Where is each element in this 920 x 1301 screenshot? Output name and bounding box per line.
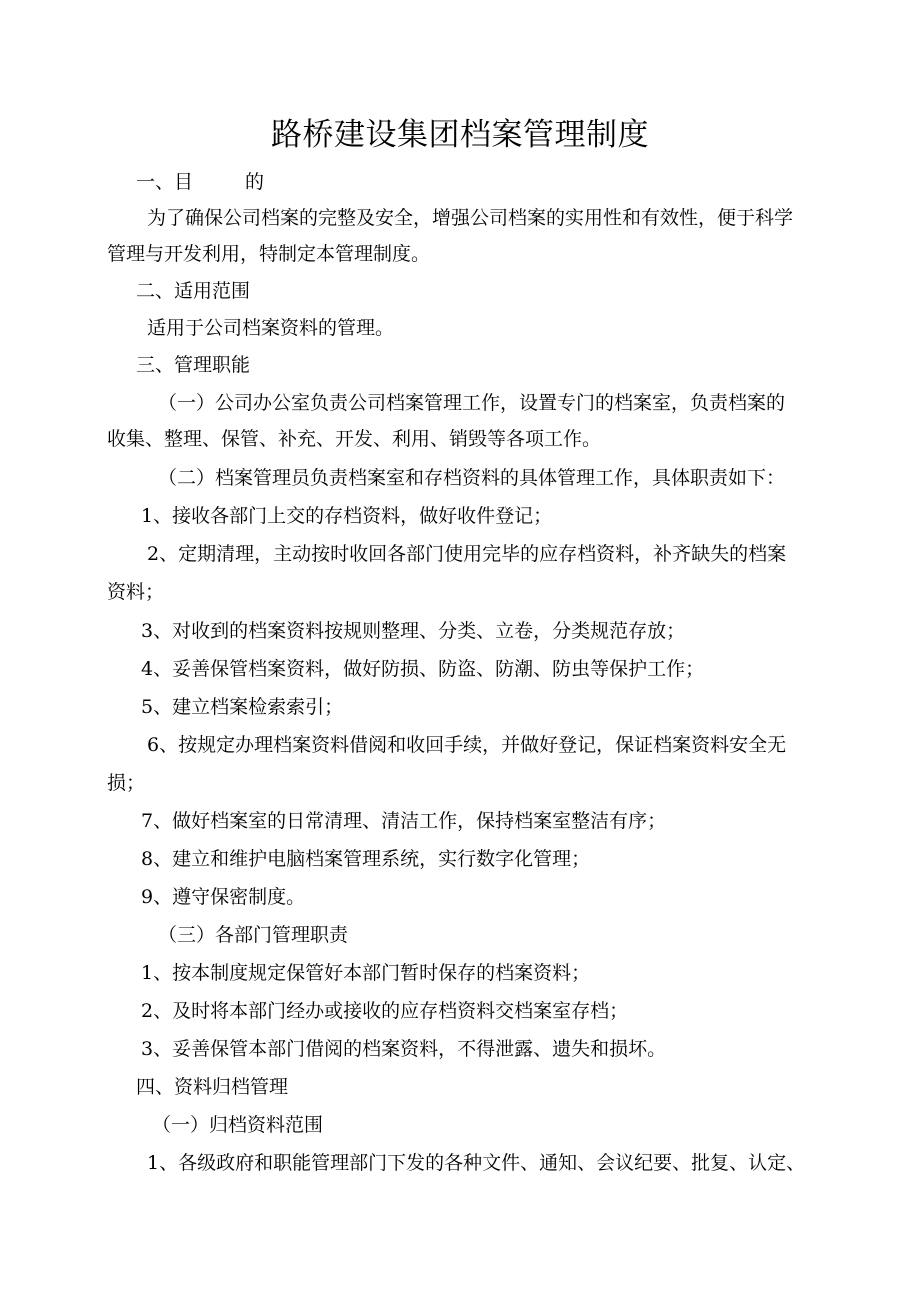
list-item: 3、妥善保管本部门借阅的档案资料，不得泄露、遗失和损坏。 xyxy=(141,1038,667,1060)
duties-sub1-line-2: 收集、整理、保管、补充、开发、利用、销毁等各项工作。 xyxy=(107,428,602,450)
section-heading-purpose xyxy=(136,168,264,196)
list-item: 2、及时将本部门经办或接收的应存档资料交档案室存档； xyxy=(141,1000,629,1022)
document-title: 路桥建设集团档案管理制度 xyxy=(271,117,649,153)
duties-sub1-line-1: （一）公司办公室负责公司档案管理工作，设置专门的档案室，负责档案的 xyxy=(158,392,786,414)
section-heading-duties: 三、管理职能 xyxy=(136,354,251,376)
list-item: 1、接收各部门上交的存档资料，做好收件登记； xyxy=(141,505,553,527)
list-item: 2、定期清理，主动按时收回各部门使用完毕的应存档资料，补齐缺失的档案 xyxy=(147,543,787,565)
duties-sub2: （二）档案管理员负责档案室和存档资料的具体管理工作，具体职责如下： xyxy=(158,467,786,489)
list-item: 1、按本制度规定保管好本部门暂时保存的档案资料； xyxy=(141,962,591,984)
list-item: 4、妥善保管档案资料，做好防损、防盗、防潮、防虫等保护工作； xyxy=(141,658,705,680)
list-item: 9、遵守保密制度。 xyxy=(141,886,306,908)
list-item-continuation: 资料； xyxy=(107,581,165,603)
list-item: 8、建立和维护电脑档案管理系统，实行数字化管理； xyxy=(141,848,591,870)
list-item-continuation: 损； xyxy=(107,772,146,794)
list-item: 1、各级政府和职能管理部门下发的各种文件、通知、会议纪要、批复、认定、 xyxy=(147,1152,806,1174)
archiving-sub1: （一）归档资料范围 xyxy=(152,1114,324,1136)
list-item: 7、做好档案室的日常清理、清洁工作，保持档案室整洁有序； xyxy=(141,810,667,832)
duties-sub3: （三）各部门管理职责 xyxy=(158,924,349,946)
section-heading-purpose-part2: 的 xyxy=(245,171,265,193)
section-heading-purpose-part1: 一、目 xyxy=(136,171,194,193)
section-heading-archiving: 四、资料归档管理 xyxy=(136,1076,289,1098)
list-item: 6、按规定办理档案资料借阅和收回手续，并做好登记，保证档案资料安全无 xyxy=(147,734,787,756)
purpose-paragraph-line-2: 管理与开发利用，特制定本管理制度。 xyxy=(107,243,431,265)
purpose-paragraph-line-1: 为了确保公司档案的完整及安全，增强公司档案的实用性和有效性，便于科学 xyxy=(147,207,794,229)
scope-paragraph: 适用于公司档案资料的管理。 xyxy=(147,317,395,339)
section-heading-scope: 二、适用范围 xyxy=(136,280,251,302)
list-item: 5、建立档案检索索引； xyxy=(141,696,344,718)
list-item: 3、对收到的档案资料按规则整理、分类、立卷，分类规范存放； xyxy=(141,620,686,642)
